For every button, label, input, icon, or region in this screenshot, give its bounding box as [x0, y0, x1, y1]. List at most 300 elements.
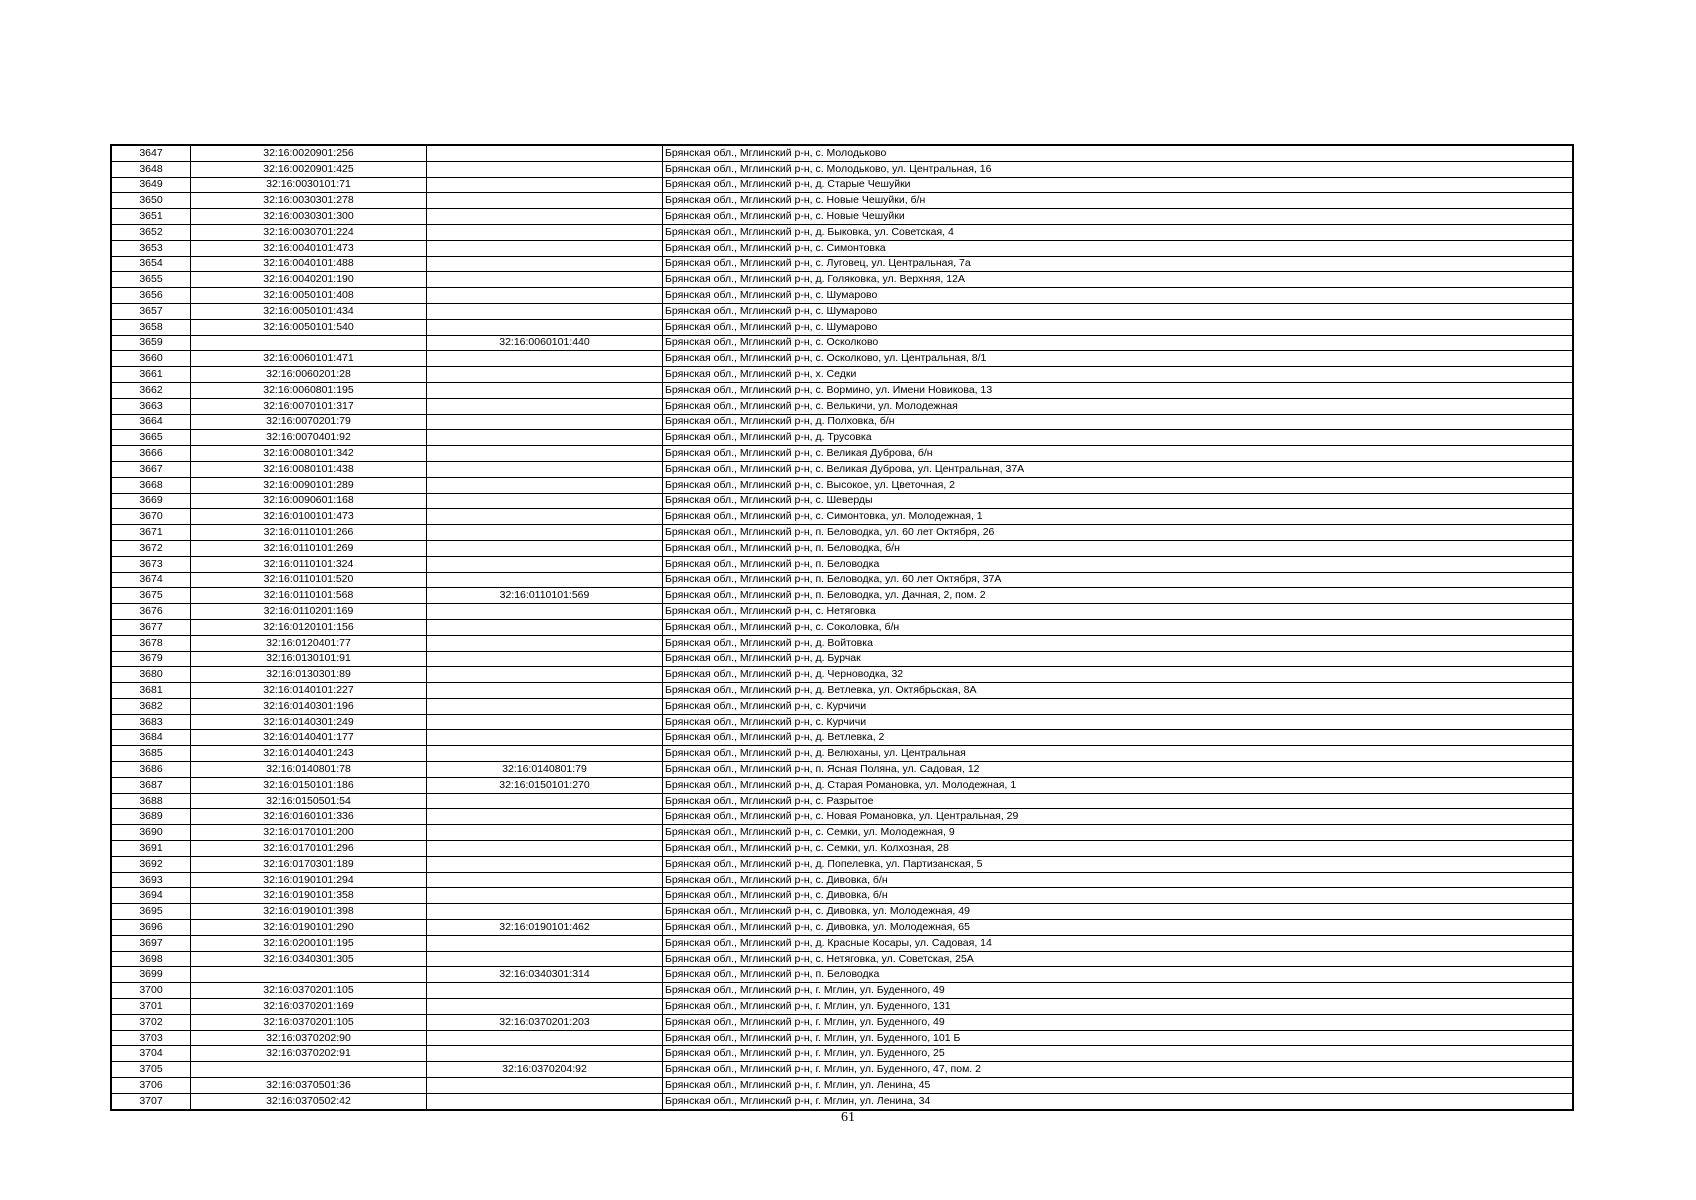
row-number-cell: 3657: [111, 303, 191, 319]
cadastral-number-cell: 32:16:0080101:438: [191, 461, 427, 477]
cadastral-number-cell: 32:16:0120401:77: [191, 635, 427, 651]
table-row: [111, 809, 1573, 825]
cadastral-number-cell: 32:16:0140301:249: [191, 714, 427, 730]
cadastral-number-cell: 32:16:0070401:92: [191, 430, 427, 446]
address-cell: Брянская обл., Мглинский р-н, с. Новые Чешуйки: [663, 209, 1574, 225]
address-cell: Брянская обл., Мглинский р-н, д. Войтовка: [663, 635, 1574, 651]
cadastral-number-cell: 32:16:0170101:200: [191, 825, 427, 841]
table-row: [111, 256, 1573, 272]
related-cadastral-number-cell: [427, 446, 663, 462]
table-row: [111, 209, 1573, 225]
address-cell: Брянская обл., Мглинский р-н, г. Мглин, ул. Буденного, 131: [663, 999, 1574, 1015]
address-cell: Брянская обл., Мглинский р-н, п. Ясная Поляна, ул. Садовая, 12: [663, 762, 1574, 778]
related-cadastral-number-cell: [427, 651, 663, 667]
table-row: [111, 999, 1573, 1015]
related-cadastral-number-cell: [427, 935, 663, 951]
cadastral-number-cell: 32:16:0170301:189: [191, 856, 427, 872]
related-cadastral-number-cell: [427, 209, 663, 225]
cadastral-number-cell: 32:16:0190101:358: [191, 888, 427, 904]
row-number-cell: 3669: [111, 493, 191, 509]
address-cell: Брянская обл., Мглинский р-н, с. Шеверды: [663, 493, 1574, 509]
address-cell: Брянская обл., Мглинский р-н, п. Беловодка, ул. 60 лет Октября, 37А: [663, 572, 1574, 588]
cadastral-number-cell: 32:16:0140401:243: [191, 746, 427, 762]
address-cell: Брянская обл., Мглинский р-н, с. Дивовка, ул. Молодежная, 65: [663, 920, 1574, 936]
row-number-cell: 3665: [111, 430, 191, 446]
table-row: [111, 1014, 1573, 1030]
table-row: [111, 398, 1573, 414]
table-row: [111, 872, 1573, 888]
row-number-cell: 3675: [111, 588, 191, 604]
related-cadastral-number-cell: [427, 1046, 663, 1062]
cadastral-number-cell: 32:16:0090101:289: [191, 477, 427, 493]
cadastral-number-cell: 32:16:0070201:79: [191, 414, 427, 430]
related-cadastral-number-cell: [427, 667, 663, 683]
related-cadastral-number-cell: [427, 161, 663, 177]
related-cadastral-number-cell: [427, 240, 663, 256]
related-cadastral-number-cell: [427, 746, 663, 762]
related-cadastral-number-cell: [427, 698, 663, 714]
row-number-cell: 3668: [111, 477, 191, 493]
row-number-cell: 3677: [111, 619, 191, 635]
cadastral-number-cell: 32:16:0020901:256: [191, 145, 427, 161]
table-row: [111, 430, 1573, 446]
row-number-cell: 3706: [111, 1078, 191, 1094]
row-number-cell: 3679: [111, 651, 191, 667]
row-number-cell: 3652: [111, 224, 191, 240]
address-cell: Брянская обл., Мглинский р-н, п. Беловодка: [663, 967, 1574, 983]
row-number-cell: 3686: [111, 762, 191, 778]
cadastral-number-cell: [191, 335, 427, 351]
related-cadastral-number-cell: [427, 367, 663, 383]
address-cell: Брянская обл., Мглинский р-н, с. Великая Дуброва, ул. Центральная, 37А: [663, 461, 1574, 477]
row-number-cell: 3671: [111, 525, 191, 541]
related-cadastral-number-cell: 32:16:0150101:270: [427, 777, 663, 793]
related-cadastral-number-cell: [427, 556, 663, 572]
address-cell: Брянская обл., Мглинский р-н, с. Дивовка, б/н: [663, 872, 1574, 888]
row-number-cell: 3693: [111, 872, 191, 888]
cadastral-number-cell: 32:16:0110101:568: [191, 588, 427, 604]
row-number-cell: 3707: [111, 1093, 191, 1109]
address-cell: Брянская обл., Мглинский р-н, д. Красные Косары, ул. Садовая, 14: [663, 935, 1574, 951]
table-row: [111, 240, 1573, 256]
row-number-cell: 3704: [111, 1046, 191, 1062]
row-number-cell: 3694: [111, 888, 191, 904]
related-cadastral-number-cell: [427, 1030, 663, 1046]
table-row: [111, 762, 1573, 778]
related-cadastral-number-cell: [427, 730, 663, 746]
related-cadastral-number-cell: [427, 319, 663, 335]
row-number-cell: 3682: [111, 698, 191, 714]
related-cadastral-number-cell: [427, 414, 663, 430]
cadastral-number-cell: 32:16:0110201:169: [191, 604, 427, 620]
address-cell: Брянская обл., Мглинский р-н, с. Семки, ул. Колхозная, 28: [663, 841, 1574, 857]
related-cadastral-number-cell: [427, 572, 663, 588]
address-cell: Брянская обл., Мглинский р-н, с. Новые Чешуйки, б/н: [663, 193, 1574, 209]
related-cadastral-number-cell: [427, 288, 663, 304]
related-cadastral-number-cell: [427, 1093, 663, 1109]
cadastral-number-cell: 32:16:0110101:266: [191, 525, 427, 541]
table-row: [111, 714, 1573, 730]
related-cadastral-number-cell: [427, 793, 663, 809]
address-cell: Брянская обл., Мглинский р-н, с. Дивовка, б/н: [663, 888, 1574, 904]
related-cadastral-number-cell: [427, 509, 663, 525]
cadastral-number-cell: 32:16:0090601:168: [191, 493, 427, 509]
row-number-cell: 3658: [111, 319, 191, 335]
row-number-cell: 3700: [111, 983, 191, 999]
cadastral-number-cell: 32:16:0040101:488: [191, 256, 427, 272]
row-number-cell: 3697: [111, 935, 191, 951]
related-cadastral-number-cell: [427, 461, 663, 477]
row-number-cell: 3656: [111, 288, 191, 304]
address-cell: Брянская обл., Мглинский р-н, г. Мглин, ул. Ленина, 34: [663, 1093, 1574, 1109]
table-row: [111, 1046, 1573, 1062]
cadastral-number-cell: 32:16:0020901:425: [191, 161, 427, 177]
related-cadastral-number-cell: [427, 398, 663, 414]
address-cell: Брянская обл., Мглинский р-н, г. Мглин, ул. Буденного, 101 Б: [663, 1030, 1574, 1046]
cadastral-number-cell: 32:16:0340301:305: [191, 951, 427, 967]
cadastral-number-cell: 32:16:0170101:296: [191, 841, 427, 857]
related-cadastral-number-cell: [427, 351, 663, 367]
cadastral-number-cell: 32:16:0140801:78: [191, 762, 427, 778]
address-cell: Брянская обл., Мглинский р-н, д. Черноводка, 32: [663, 667, 1574, 683]
address-cell: Брянская обл., Мглинский р-н, с. Шумарово: [663, 288, 1574, 304]
related-cadastral-number-cell: [427, 477, 663, 493]
table-row: [111, 288, 1573, 304]
related-cadastral-number-cell: [427, 983, 663, 999]
table-row: [111, 588, 1573, 604]
table-row: [111, 493, 1573, 509]
table-row: [111, 367, 1573, 383]
table-row: [111, 683, 1573, 699]
address-cell: Брянская обл., Мглинский р-н, д. Бурчак: [663, 651, 1574, 667]
row-number-cell: 3651: [111, 209, 191, 225]
cadastral-number-cell: 32:16:0030301:278: [191, 193, 427, 209]
table-row: [111, 983, 1573, 999]
address-cell: Брянская обл., Мглинский р-н, д. Попелевка, ул. Партизанская, 5: [663, 856, 1574, 872]
row-number-cell: 3703: [111, 1030, 191, 1046]
row-number-cell: 3690: [111, 825, 191, 841]
related-cadastral-number-cell: 32:16:0190101:462: [427, 920, 663, 936]
row-number-cell: 3684: [111, 730, 191, 746]
row-number-cell: 3653: [111, 240, 191, 256]
address-cell: Брянская обл., Мглинский р-н, п. Беловодка, ул. 60 лет Октября, 26: [663, 525, 1574, 541]
row-number-cell: 3662: [111, 382, 191, 398]
table-row: [111, 1078, 1573, 1094]
cadastral-number-cell: 32:16:0370201:105: [191, 1014, 427, 1030]
row-number-cell: 3692: [111, 856, 191, 872]
cadastral-number-cell: 32:16:0100101:473: [191, 509, 427, 525]
page-number: 61: [841, 1110, 855, 1125]
row-number-cell: 3687: [111, 777, 191, 793]
address-cell: Брянская обл., Мглинский р-н, д. Ветлевка, 2: [663, 730, 1574, 746]
related-cadastral-number-cell: [427, 1078, 663, 1094]
address-cell: Брянская обл., Мглинский р-н, г. Мглин, ул. Ленина, 45: [663, 1078, 1574, 1094]
row-number-cell: 3701: [111, 999, 191, 1015]
table-row: [111, 145, 1573, 161]
related-cadastral-number-cell: [427, 256, 663, 272]
address-cell: Брянская обл., Мглинский р-н, д. Старая Романовка, ул. Молодежная, 1: [663, 777, 1574, 793]
related-cadastral-number-cell: 32:16:0110101:569: [427, 588, 663, 604]
related-cadastral-number-cell: [427, 841, 663, 857]
address-cell: Брянская обл., Мглинский р-н, с. Велькичи, ул. Молодежная: [663, 398, 1574, 414]
table-row: [111, 698, 1573, 714]
address-cell: Брянская обл., Мглинский р-н, с. Нетяговка: [663, 604, 1574, 620]
address-cell: Брянская обл., Мглинский р-н, с. Молодьково, ул. Центральная, 16: [663, 161, 1574, 177]
address-cell: Брянская обл., Мглинский р-н, д. Голяковка, ул. Верхняя, 12А: [663, 272, 1574, 288]
cadastral-number-cell: 32:16:0030301:300: [191, 209, 427, 225]
table-row: [111, 730, 1573, 746]
cadastral-number-cell: 32:16:0110101:520: [191, 572, 427, 588]
address-cell: Брянская обл., Мглинский р-н, с. Нетяговка, ул. Советская, 25А: [663, 951, 1574, 967]
cadastral-number-cell: 32:16:0140301:196: [191, 698, 427, 714]
related-cadastral-number-cell: [427, 888, 663, 904]
row-number-cell: 3678: [111, 635, 191, 651]
address-cell: Брянская обл., Мглинский р-н, с. Семки, ул. Молодежная, 9: [663, 825, 1574, 841]
row-number-cell: 3696: [111, 920, 191, 936]
row-number-cell: 3654: [111, 256, 191, 272]
table-row: [111, 793, 1573, 809]
table-row: [111, 920, 1573, 936]
cadastral-number-cell: 32:16:0150501:54: [191, 793, 427, 809]
address-cell: Брянская обл., Мглинский р-н, с. Молодьково: [663, 145, 1574, 161]
table-row: [111, 1093, 1573, 1109]
row-number-cell: 3680: [111, 667, 191, 683]
row-number-cell: 3673: [111, 556, 191, 572]
related-cadastral-number-cell: [427, 825, 663, 841]
table-row: [111, 177, 1573, 193]
cadastral-number-cell: 32:16:0370202:91: [191, 1046, 427, 1062]
table-row: [111, 509, 1573, 525]
table-row: [111, 382, 1573, 398]
cadastral-number-cell: 32:16:0130101:91: [191, 651, 427, 667]
cadastral-number-cell: 32:16:0140101:227: [191, 683, 427, 699]
address-cell: Брянская обл., Мглинский р-н, д. Велюханы, ул. Центральная: [663, 746, 1574, 762]
table-row: [111, 635, 1573, 651]
cadastral-number-cell: 32:16:0370501:36: [191, 1078, 427, 1094]
table-row: [111, 967, 1573, 983]
related-cadastral-number-cell: [427, 714, 663, 730]
address-cell: Брянская обл., Мглинский р-н, с. Луговец, ул. Центральная, 7а: [663, 256, 1574, 272]
table-row: [111, 604, 1573, 620]
row-number-cell: 3661: [111, 367, 191, 383]
related-cadastral-number-cell: [427, 872, 663, 888]
table-row: [111, 193, 1573, 209]
row-number-cell: 3685: [111, 746, 191, 762]
row-number-cell: 3659: [111, 335, 191, 351]
related-cadastral-number-cell: [427, 951, 663, 967]
related-cadastral-number-cell: [427, 540, 663, 556]
table-row: [111, 951, 1573, 967]
row-number-cell: 3695: [111, 904, 191, 920]
cadastral-number-cell: 32:16:0050101:540: [191, 319, 427, 335]
address-cell: Брянская обл., Мглинский р-н, г. Мглин, ул. Буденного, 25: [663, 1046, 1574, 1062]
cadastral-number-cell: 32:16:0050101:434: [191, 303, 427, 319]
registry-table-body: [111, 145, 1573, 1110]
address-cell: Брянская обл., Мглинский р-н, с. Новая Романовка, ул. Центральная, 29: [663, 809, 1574, 825]
table-row: [111, 351, 1573, 367]
address-cell: Брянская обл., Мглинский р-н, с. Осколково, ул. Центральная, 8/1: [663, 351, 1574, 367]
table-row: [111, 461, 1573, 477]
address-cell: Брянская обл., Мглинский р-н, с. Разрытое: [663, 793, 1574, 809]
row-number-cell: 3650: [111, 193, 191, 209]
cadastral-number-cell: 32:16:0120101:156: [191, 619, 427, 635]
row-number-cell: 3655: [111, 272, 191, 288]
cadastral-number-cell: 32:16:0060201:28: [191, 367, 427, 383]
cadastral-number-cell: 32:16:0130301:89: [191, 667, 427, 683]
row-number-cell: 3674: [111, 572, 191, 588]
cadastral-number-cell: 32:16:0110101:324: [191, 556, 427, 572]
cadastral-number-cell: 32:16:0370201:105: [191, 983, 427, 999]
row-number-cell: 3670: [111, 509, 191, 525]
row-number-cell: 3691: [111, 841, 191, 857]
related-cadastral-number-cell: [427, 145, 663, 161]
row-number-cell: 3648: [111, 161, 191, 177]
row-number-cell: 3666: [111, 446, 191, 462]
address-cell: Брянская обл., Мглинский р-н, п. Беловодка, ул. Дачная, 2, пом. 2: [663, 588, 1574, 604]
table-row: [111, 303, 1573, 319]
table-row: [111, 272, 1573, 288]
row-number-cell: 3705: [111, 1062, 191, 1078]
cadastral-number-cell: 32:16:0050101:408: [191, 288, 427, 304]
related-cadastral-number-cell: [427, 272, 663, 288]
related-cadastral-number-cell: [427, 904, 663, 920]
row-number-cell: 3667: [111, 461, 191, 477]
related-cadastral-number-cell: [427, 604, 663, 620]
table-row: [111, 667, 1573, 683]
table-row: [111, 746, 1573, 762]
cadastral-number-cell: 32:16:0060101:471: [191, 351, 427, 367]
related-cadastral-number-cell: [427, 525, 663, 541]
cadastral-number-cell: 32:16:0060801:195: [191, 382, 427, 398]
row-number-cell: 3663: [111, 398, 191, 414]
address-cell: Брянская обл., Мглинский р-н, п. Беловодка, б/н: [663, 540, 1574, 556]
table-row: [111, 319, 1573, 335]
address-cell: Брянская обл., Мглинский р-н, с. Вормино, ул. Имени Новикова, 13: [663, 382, 1574, 398]
related-cadastral-number-cell: [427, 382, 663, 398]
address-cell: Брянская обл., Мглинский р-н, д. Быковка, ул. Советская, 4: [663, 224, 1574, 240]
table-row: [111, 1030, 1573, 1046]
address-cell: Брянская обл., Мглинский р-н, с. Соколовка, б/н: [663, 619, 1574, 635]
related-cadastral-number-cell: 32:16:0370201:203: [427, 1014, 663, 1030]
address-cell: Брянская обл., Мглинский р-н, г. Мглин, ул. Буденного, 49: [663, 983, 1574, 999]
table-row: [111, 161, 1573, 177]
related-cadastral-number-cell: 32:16:0370204:92: [427, 1062, 663, 1078]
cadastral-number-cell: 32:16:0190101:398: [191, 904, 427, 920]
table-row: [111, 1062, 1573, 1078]
table-row: [111, 525, 1573, 541]
table-row: [111, 556, 1573, 572]
address-cell: Брянская обл., Мглинский р-н, с. Курчичи: [663, 714, 1574, 730]
table-row: [111, 619, 1573, 635]
address-cell: Брянская обл., Мглинский р-н, с. Шумарово: [663, 319, 1574, 335]
cadastral-number-cell: 32:16:0080101:342: [191, 446, 427, 462]
table-row: [111, 224, 1573, 240]
address-cell: Брянская обл., Мглинский р-н, п. Беловодка: [663, 556, 1574, 572]
row-number-cell: 3664: [111, 414, 191, 430]
row-number-cell: 3699: [111, 967, 191, 983]
row-number-cell: 3676: [111, 604, 191, 620]
table-row: [111, 477, 1573, 493]
cadastral-number-cell: 32:16:0070101:317: [191, 398, 427, 414]
row-number-cell: 3647: [111, 145, 191, 161]
address-cell: Брянская обл., Мглинский р-н, с. Симонтовка, ул. Молодежная, 1: [663, 509, 1574, 525]
address-cell: Брянская обл., Мглинский р-н, с. Дивовка, ул. Молодежная, 49: [663, 904, 1574, 920]
address-cell: Брянская обл., Мглинский р-н, г. Мглин, ул. Буденного, 49: [663, 1014, 1574, 1030]
table-row: [111, 904, 1573, 920]
row-number-cell: 3681: [111, 683, 191, 699]
table-row: [111, 935, 1573, 951]
row-number-cell: 3702: [111, 1014, 191, 1030]
address-cell: Брянская обл., Мглинский р-н, д. Трусовка: [663, 430, 1574, 446]
table-row: [111, 572, 1573, 588]
table-row: [111, 446, 1573, 462]
row-number-cell: 3698: [111, 951, 191, 967]
related-cadastral-number-cell: 32:16:0140801:79: [427, 762, 663, 778]
related-cadastral-number-cell: [427, 430, 663, 446]
cadastral-number-cell: 32:16:0370201:169: [191, 999, 427, 1015]
cadastral-number-cell: 32:16:0200101:195: [191, 935, 427, 951]
address-cell: Брянская обл., Мглинский р-н, с. Великая Дуброва, б/н: [663, 446, 1574, 462]
cadastral-number-cell: 32:16:0370502:42: [191, 1093, 427, 1109]
cadastral-number-cell: 32:16:0040101:473: [191, 240, 427, 256]
table-row: [111, 777, 1573, 793]
table-row: [111, 825, 1573, 841]
related-cadastral-number-cell: [427, 303, 663, 319]
related-cadastral-number-cell: [427, 856, 663, 872]
related-cadastral-number-cell: [427, 224, 663, 240]
cadastral-number-cell: 32:16:0160101:336: [191, 809, 427, 825]
table-row: [111, 335, 1573, 351]
related-cadastral-number-cell: [427, 635, 663, 651]
related-cadastral-number-cell: [427, 999, 663, 1015]
address-cell: Брянская обл., Мглинский р-н, с. Курчичи: [663, 698, 1574, 714]
cadastral-number-cell: 32:16:0040201:190: [191, 272, 427, 288]
table-row: [111, 841, 1573, 857]
address-cell: Брянская обл., Мглинский р-н, д. Ветлевка, ул. Октябрьская, 8А: [663, 683, 1574, 699]
cadastral-number-cell: 32:16:0140401:177: [191, 730, 427, 746]
cadastral-number-cell: [191, 967, 427, 983]
table-row: [111, 540, 1573, 556]
related-cadastral-number-cell: [427, 493, 663, 509]
registry-table: [110, 144, 1574, 1111]
cadastral-number-cell: 32:16:0110101:269: [191, 540, 427, 556]
cadastral-number-cell: 32:16:0150101:186: [191, 777, 427, 793]
table-row: [111, 414, 1573, 430]
address-cell: Брянская обл., Мглинский р-н, с. Симонтовка: [663, 240, 1574, 256]
related-cadastral-number-cell: [427, 619, 663, 635]
cadastral-number-cell: 32:16:0190101:290: [191, 920, 427, 936]
related-cadastral-number-cell: [427, 193, 663, 209]
address-cell: Брянская обл., Мглинский р-н, с. Высокое, ул. Цветочная, 2: [663, 477, 1574, 493]
table-row: [111, 888, 1573, 904]
row-number-cell: 3649: [111, 177, 191, 193]
row-number-cell: 3660: [111, 351, 191, 367]
row-number-cell: 3683: [111, 714, 191, 730]
address-cell: Брянская обл., Мглинский р-н, д. Полховка, б/н: [663, 414, 1574, 430]
cadastral-number-cell: 32:16:0370202:90: [191, 1030, 427, 1046]
related-cadastral-number-cell: 32:16:0340301:314: [427, 967, 663, 983]
cadastral-number-cell: 32:16:0190101:294: [191, 872, 427, 888]
address-cell: Брянская обл., Мглинский р-н, с. Осколково: [663, 335, 1574, 351]
row-number-cell: 3689: [111, 809, 191, 825]
address-cell: Брянская обл., Мглинский р-н, г. Мглин, ул. Буденного, 47, пом. 2: [663, 1062, 1574, 1078]
related-cadastral-number-cell: 32:16:0060101:440: [427, 335, 663, 351]
cadastral-number-cell: [191, 1062, 427, 1078]
cadastral-number-cell: 32:16:0030101:71: [191, 177, 427, 193]
cadastral-number-cell: 32:16:0030701:224: [191, 224, 427, 240]
related-cadastral-number-cell: [427, 177, 663, 193]
related-cadastral-number-cell: [427, 683, 663, 699]
